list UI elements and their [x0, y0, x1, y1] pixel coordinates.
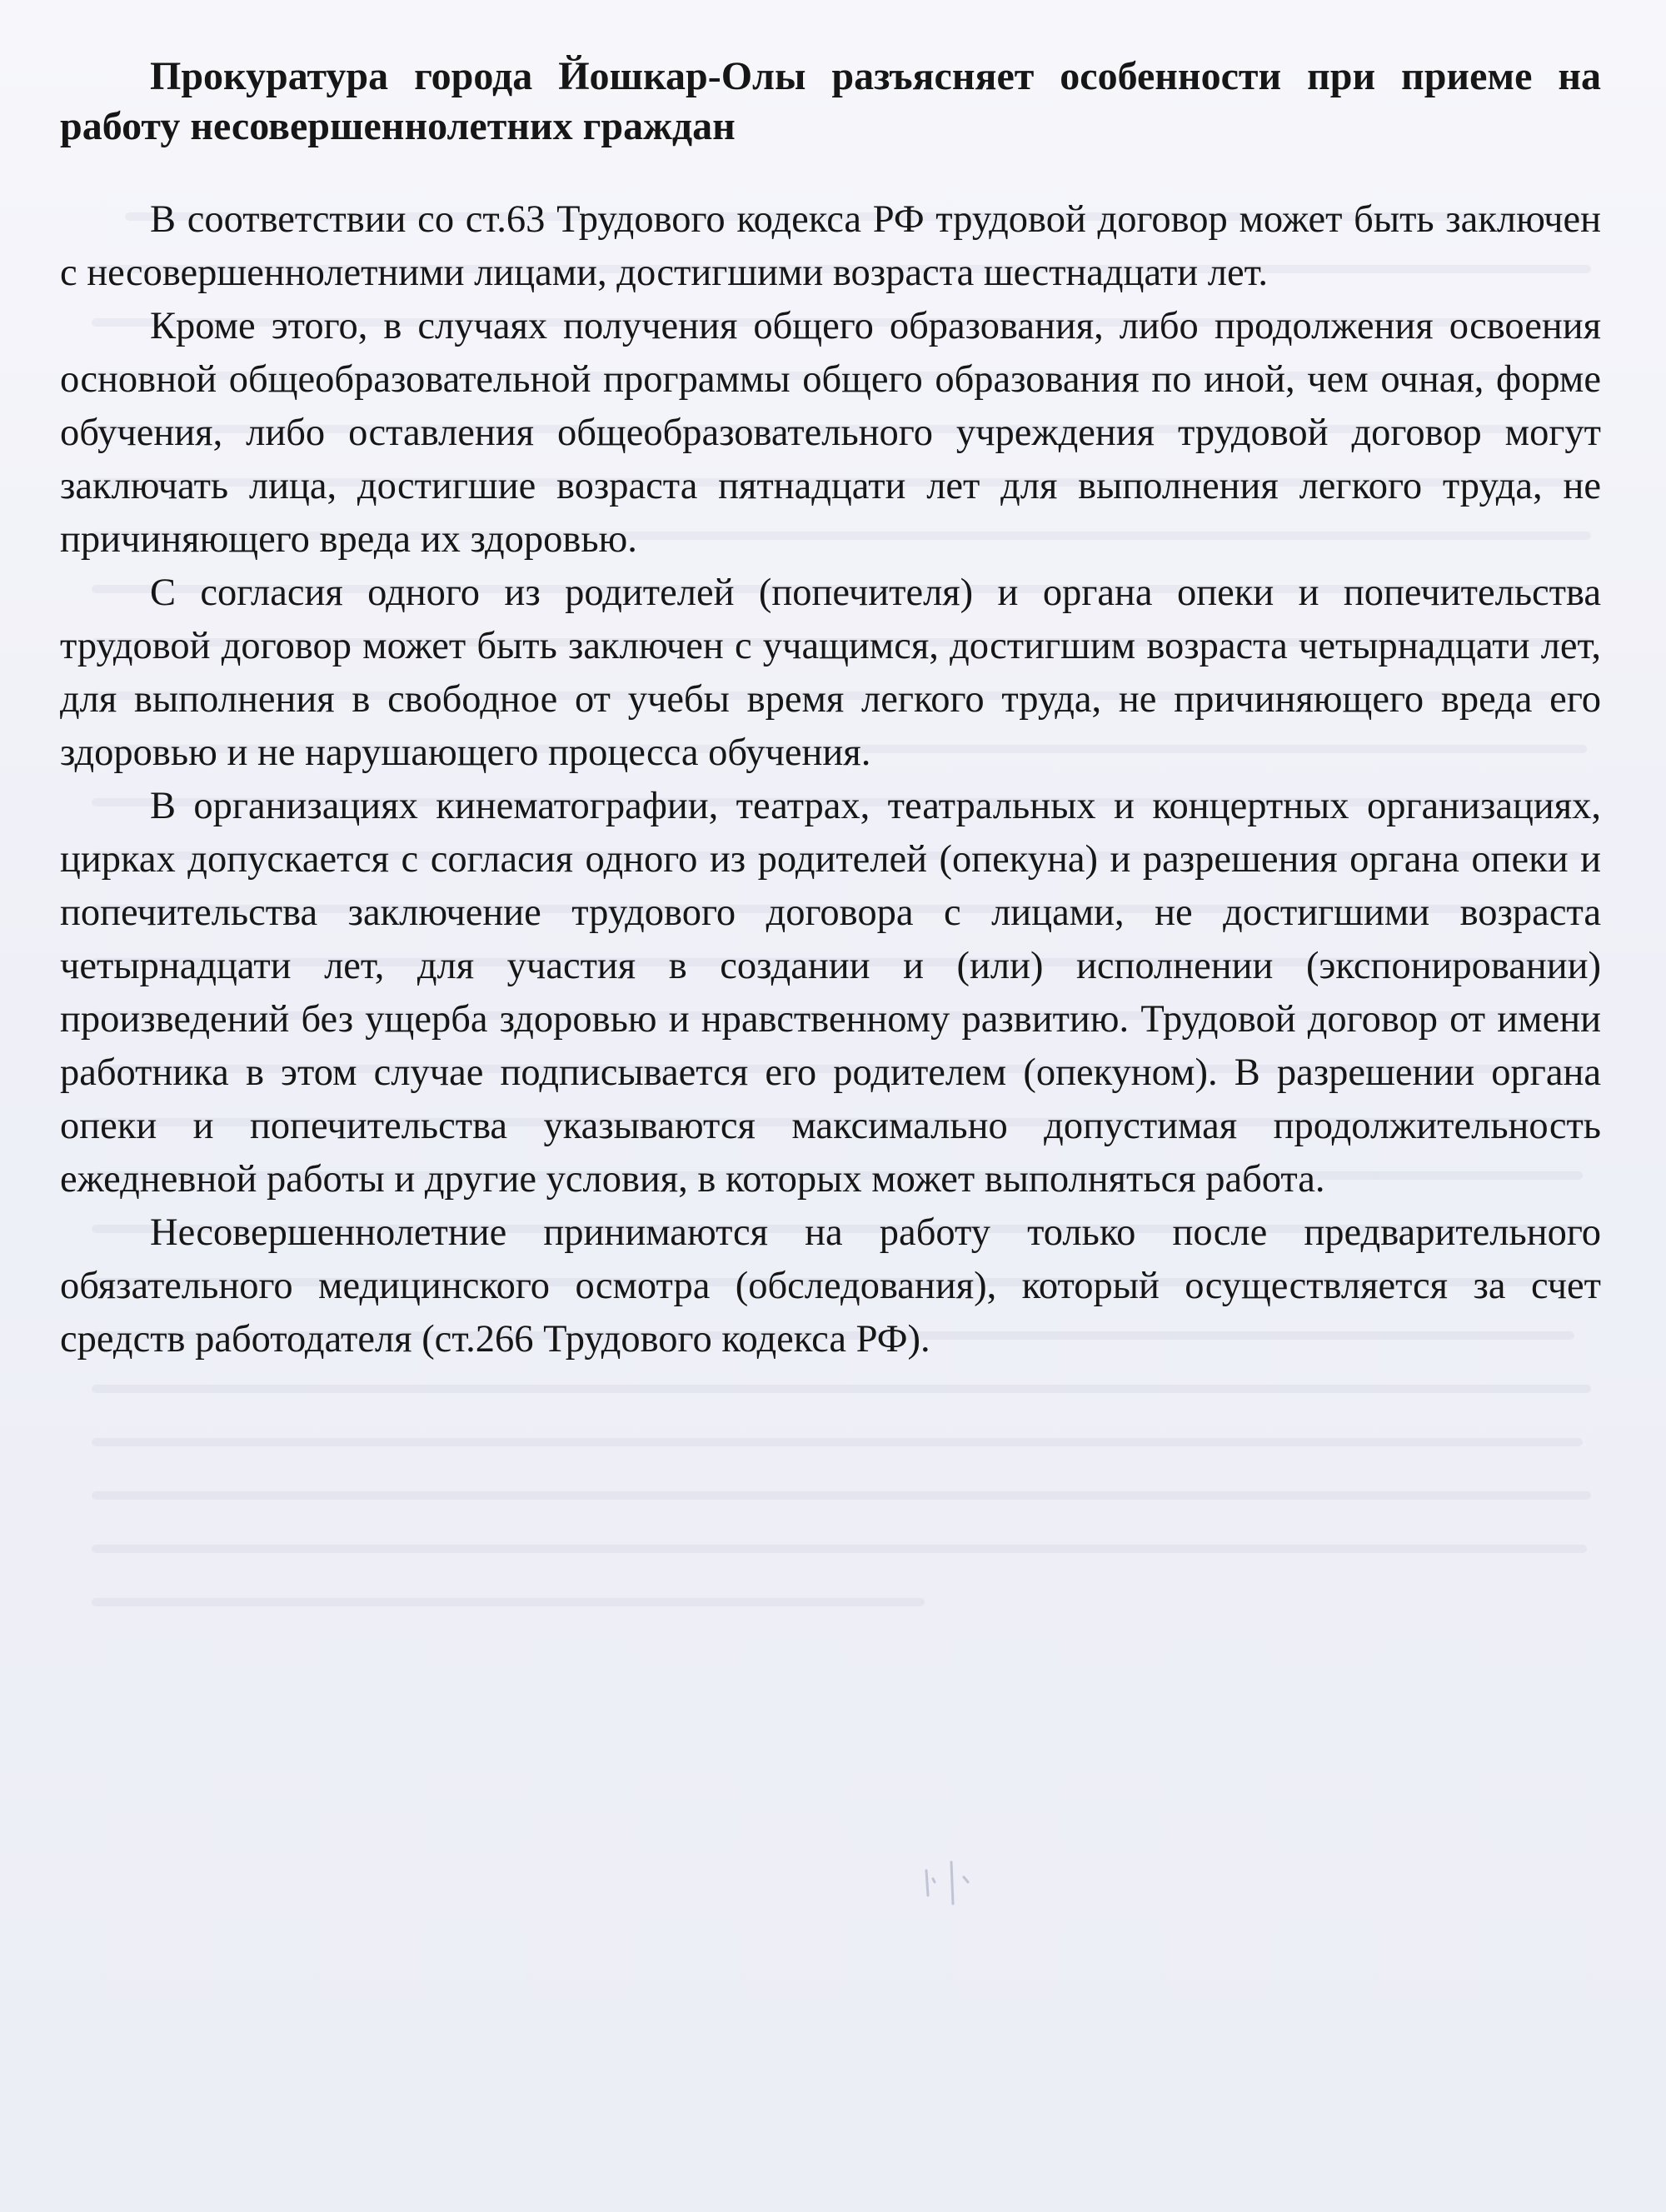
paragraph-5: Несовершеннолетние принимаются на работу только после предварительного обязательного медицинского осмотра (обследования), который осуществляется за счет средств работодателя (ст.266 Трудового кодекса РФ). — [60, 1211, 1601, 1361]
paragraph-4: В организациях кинематографии, театрах, театральных и концертных организациях, цирках допускается с согласия одного из родителей (опекуна) и разрешения органа опеки и попечительства заключение трудового договора с лицами, не достигшими возраста четырнадцати лет, для участия в создании и (или) исполнении (экспонировании) произведений без ущерба здоровью и нравственному развитию. Трудовой договор от имени работника в этом случае подписывается его родителем (опекуном). В разрешении органа опеки и попечительства указываются максимально допустимая продолжительность ежедневной работы и другие условия, в которых может выполняться работа. — [60, 785, 1601, 1201]
document-title: Прокуратура города Йошкар-Олы разъясняет особенности при приеме на работу несовершеннолетних граждан — [60, 54, 1601, 148]
paragraph-3: С согласия одного из родителей (попечителя) и органа опеки и попечительства трудовой договор может быть заключен с учащимся, достигшим возраста четырнадцати лет, для выполнения в свободное от учебы время легкого труда, не причиняющего вреда его здоровью и не нарушающего процесса обучения. — [60, 572, 1601, 774]
paragraph-2: Кроме этого, в случаях получения общего образования, либо продолжения освоения основной общеобразовательной программы общего образования по иной, чем очная, форме обучения, либо оставления общеобразовательного учреждения трудовой договор могут заключать лица, достигшие возраста пятнадцати лет для выполнения легкого труда, не причиняющего вреда их здоровью. — [60, 305, 1601, 561]
paragraph-1: В соответствии со ст.63 Трудового кодекса РФ трудовой договор может быть заключен с несовершеннолетними лицами, достигшими возраста шестнадцати лет. — [60, 198, 1601, 294]
document-body — [60, 52, 1601, 1366]
scan-smudge-mark — [918, 1854, 993, 1912]
